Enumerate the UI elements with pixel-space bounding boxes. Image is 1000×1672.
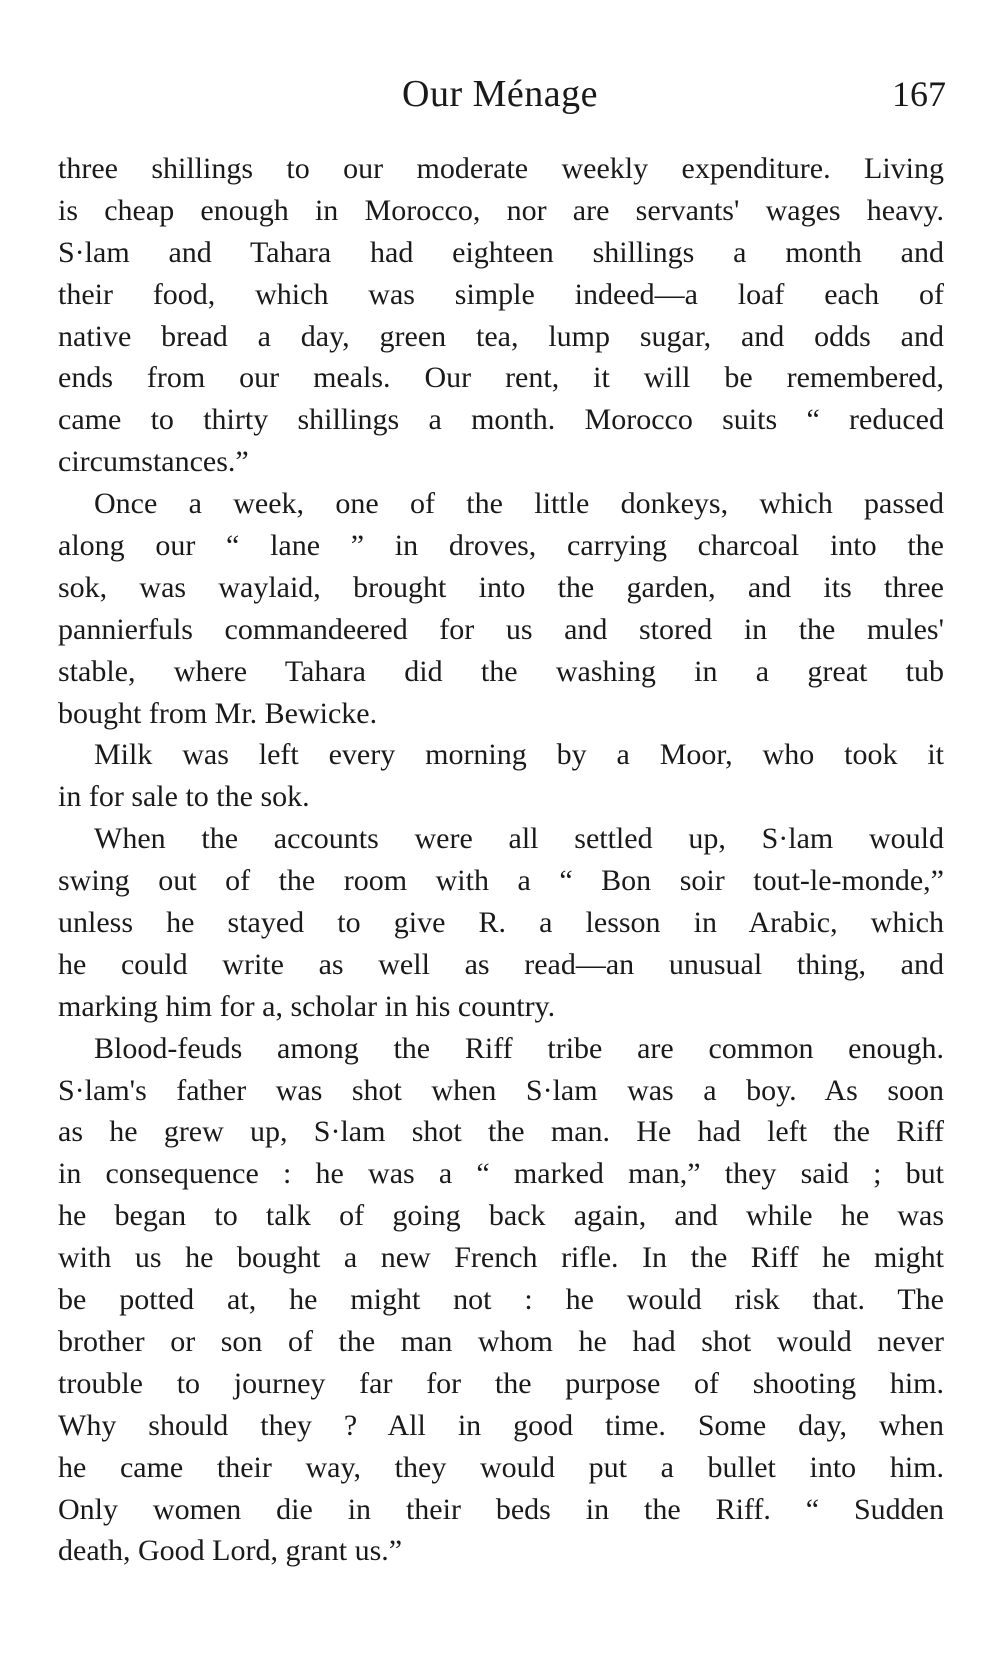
- text-line: he came their way, they would put a bullet into him.: [58, 1450, 944, 1484]
- running-title: Our Ménage: [402, 73, 598, 115]
- paragraph-start-line: Blood-feuds among the Riff tribe are common enough.: [94, 1031, 944, 1065]
- text-line: is cheap enough in Morocco, nor are servants' wages heavy.: [58, 193, 944, 227]
- paragraph-start-line: Milk was left every morning by a Moor, who took it: [94, 738, 944, 772]
- text-line: Only women die in their beds in the Riff. “ Sudden: [58, 1492, 944, 1526]
- paragraph-start-line: Once a week, one of the little donkeys, which passed: [94, 487, 944, 521]
- text-line: came to thirty shillings a month. Morocco suits “ reduced: [58, 403, 944, 437]
- text-line: brother or son of the man whom he had shot would never: [58, 1324, 944, 1358]
- page-number: 167: [892, 74, 946, 114]
- text-line: he could write as well as read—an unusual thing, and: [58, 947, 944, 981]
- text-line: along our “ lane ” in droves, carrying charcoal into the: [58, 529, 944, 563]
- text-line: circumstances.”: [58, 445, 249, 479]
- text-line: in for sale to the sok.: [58, 780, 310, 814]
- text-line: trouble to journey far for the purpose of shooting him.: [58, 1366, 944, 1400]
- text-line: their food, which was simple indeed—a loaf each of: [58, 277, 944, 311]
- text-line: S·lam and Tahara had eighteen shillings a month and: [58, 235, 944, 269]
- text-line: sok, was waylaid, brought into the garden, and its three: [58, 570, 944, 604]
- text-line: death, Good Lord, grant us.”: [58, 1534, 403, 1568]
- text-line: three shillings to our moderate weekly expenditure. Living: [58, 152, 944, 185]
- body-text: [58, 148, 944, 1572]
- text-line: ends from our meals. Our rent, it will be remembered,: [58, 361, 944, 395]
- text-line: as he grew up, S·lam shot the man. He had left the Riff: [58, 1115, 944, 1149]
- text-line: with us he bought a new French rifle. In the Riff he might: [58, 1241, 944, 1275]
- text-line: native bread a day, green tea, lump sugar, and odds and: [58, 319, 944, 353]
- paragraph-start-line: When the accounts were all settled up, S·lam would: [94, 822, 944, 856]
- text-line: he began to talk of going back again, and while he was: [58, 1199, 944, 1233]
- text-line: pannierfuls commandeered for us and stored in the mules': [58, 612, 944, 646]
- text-line: swing out of the room with a “ Bon soir tout-le-monde,”: [58, 864, 944, 898]
- text-line: marking him for a, scholar in his country.: [58, 989, 556, 1023]
- text-line: unless he stayed to give R. a lesson in Arabic, which: [58, 906, 944, 940]
- text-line: in consequence : he was a “ marked man,” they said ; but: [58, 1157, 944, 1191]
- text-line: be potted at, he might not : he would risk that. The: [58, 1283, 944, 1317]
- text-line: bought from Mr. Bewicke.: [58, 696, 378, 730]
- text-line: S·lam's father was shot when S·lam was a boy. As soon: [58, 1073, 944, 1107]
- text-line: Why should they ? All in good time. Some day, when: [58, 1408, 944, 1442]
- running-head: [54, 66, 946, 122]
- text-line: stable, where Tahara did the washing in a great tub: [58, 654, 944, 688]
